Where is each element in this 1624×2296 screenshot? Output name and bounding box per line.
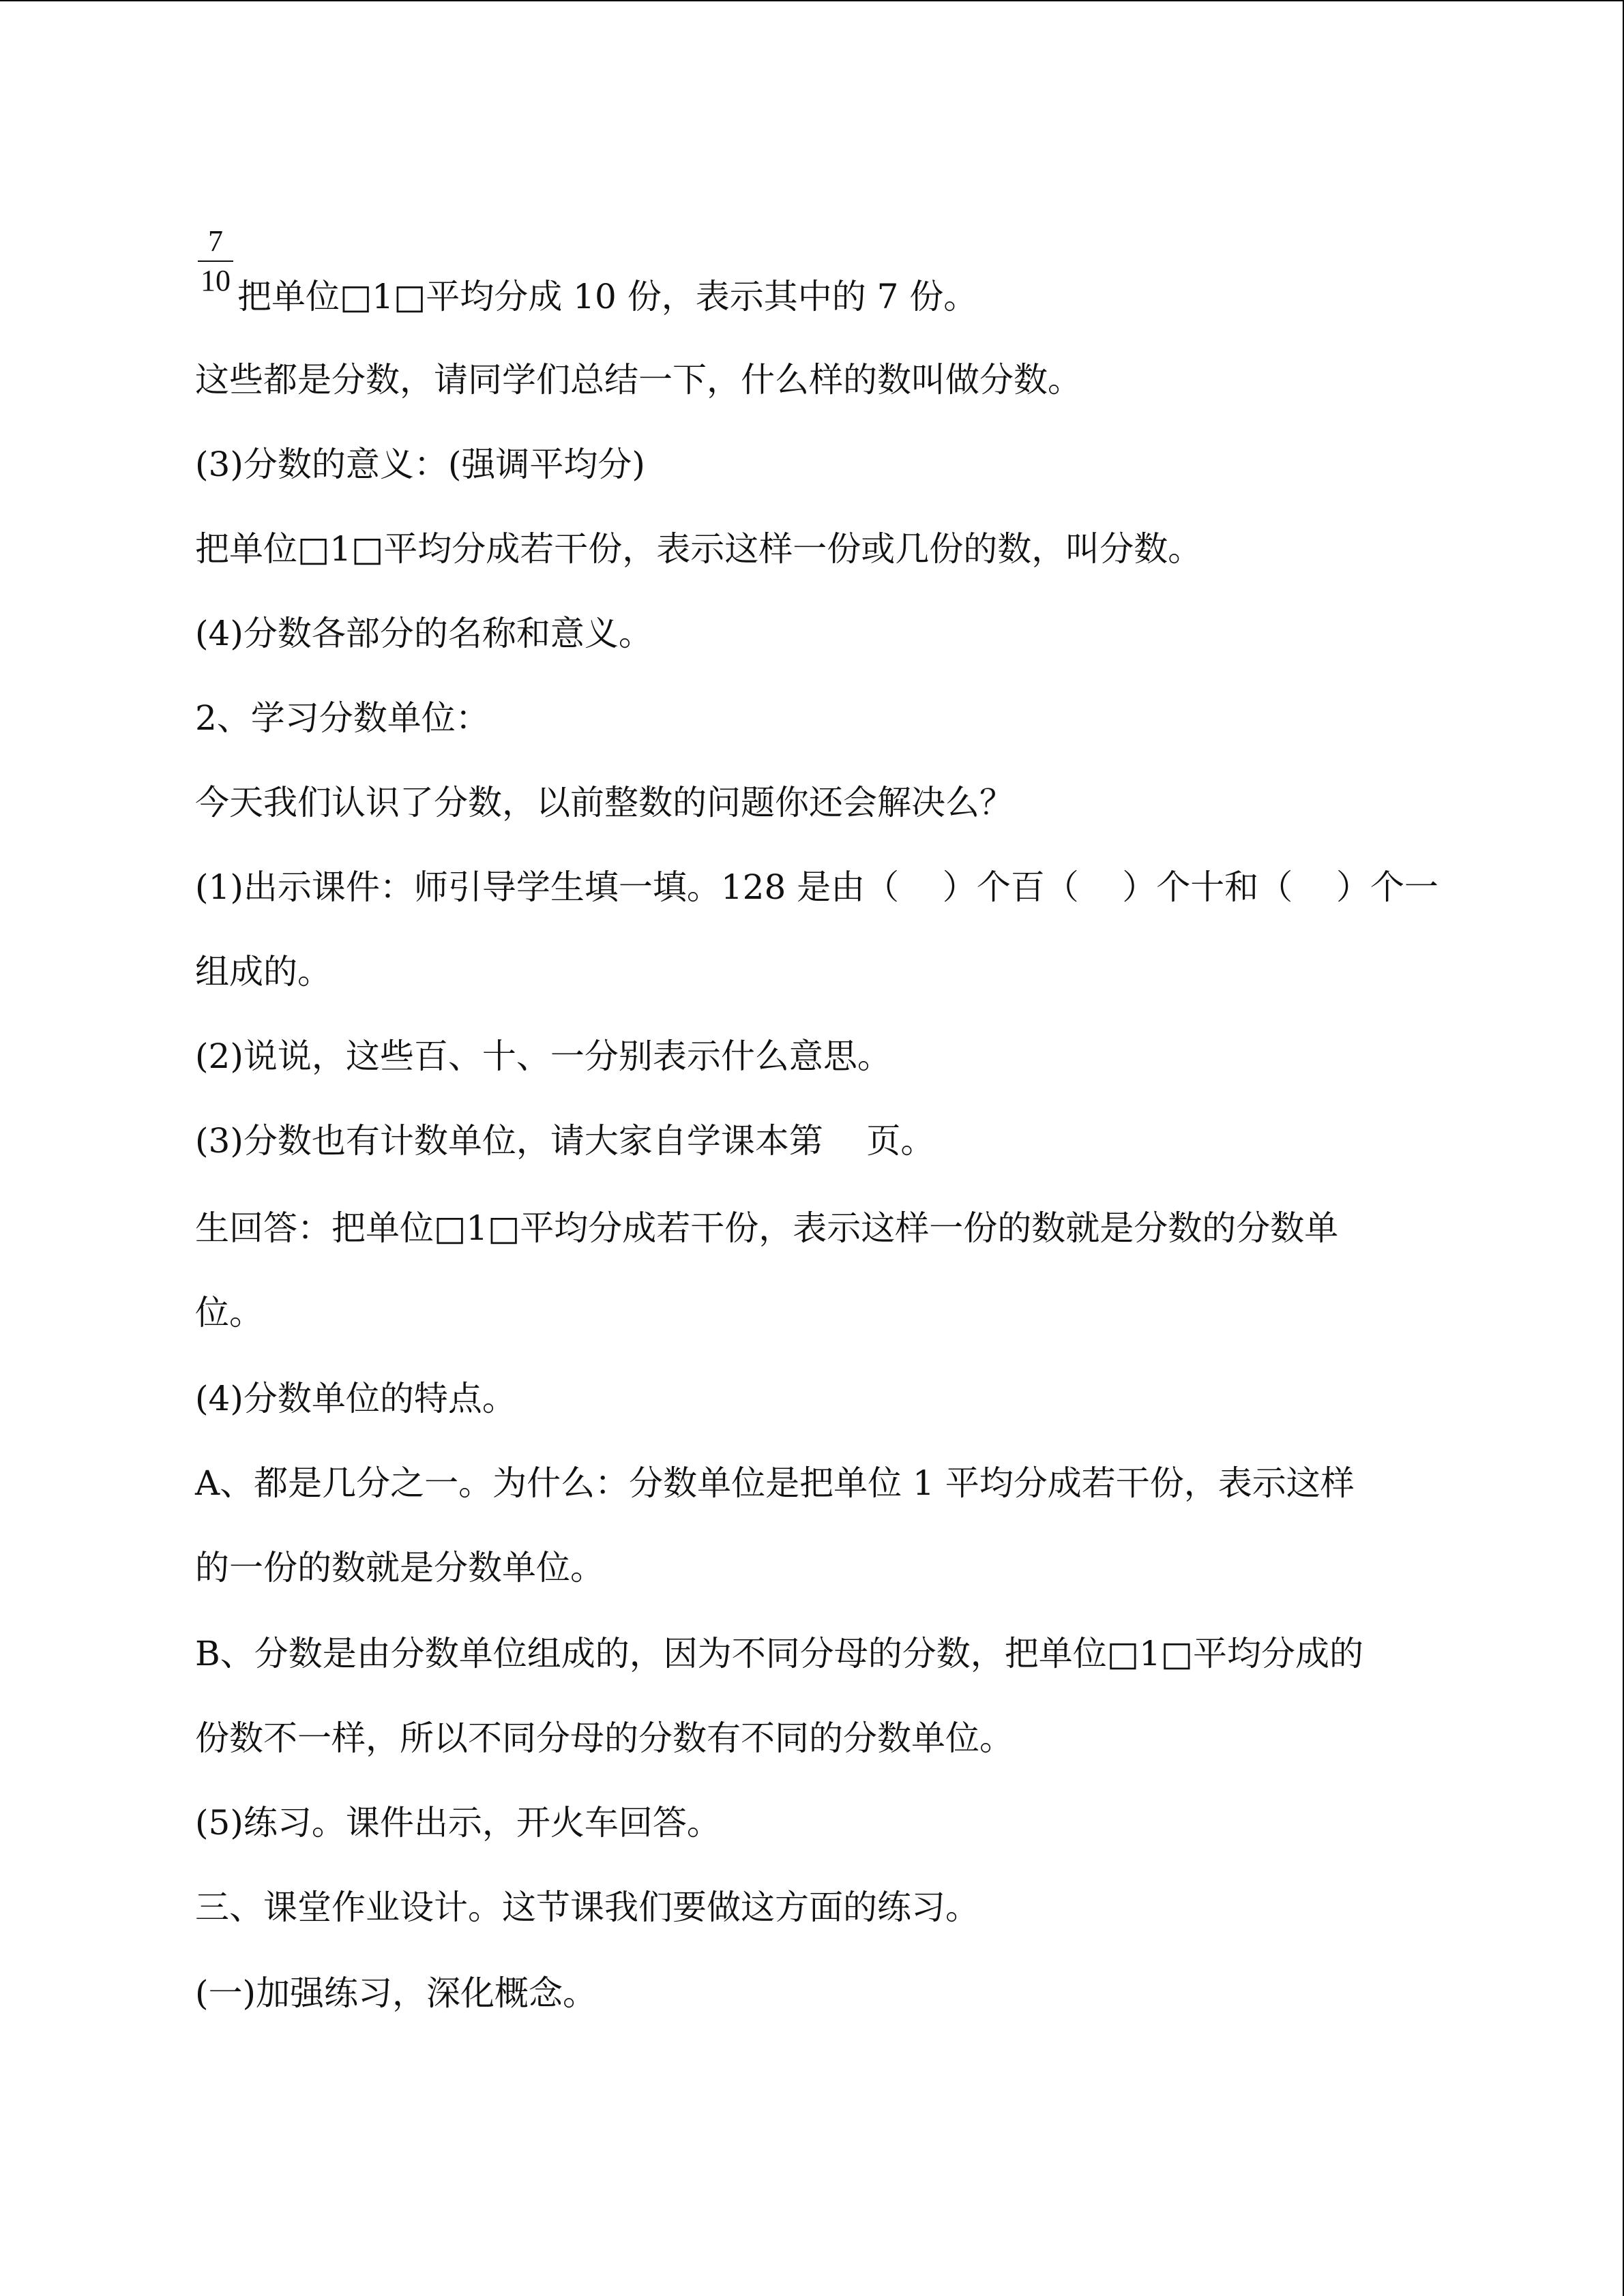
text-line-18: 份数不一样，所以不同分母的分数有不同的分数单位。 bbox=[195, 1718, 1014, 1758]
text-line-19: (5)练习。课件出示，开火车回答。 bbox=[195, 1803, 721, 1843]
fraction-bar bbox=[198, 260, 233, 262]
text-line-2: 这些都是分数，请同学们总结一下，什么样的数叫做分数。 bbox=[195, 360, 1082, 400]
text-line-10: (2)说说，这些百、十、一分别表示什么意思。 bbox=[195, 1037, 891, 1076]
fraction-seven-tenths bbox=[195, 226, 236, 296]
text-line-4: 把单位□1□平均分成若干份，表示这样一份或几份的数，叫分数。 bbox=[195, 529, 1202, 569]
text-line-15: A、都是几分之一。为什么：分数单位是把单位 1 平均分成若干份，表示这样 bbox=[195, 1463, 1355, 1503]
text-line-17: B、分数是由分数单位组成的，因为不同分母的分数，把单位□1□平均分成的 bbox=[195, 1634, 1364, 1673]
text-line-6: 2、学习分数单位： bbox=[195, 698, 490, 738]
text-line-11: (3)分数也有计数单位，请大家自学课本第 页。 bbox=[195, 1121, 935, 1161]
text-line-13: 位。 bbox=[195, 1293, 263, 1332]
text-line-9: 组成的。 bbox=[195, 952, 331, 992]
text-line-7: 今天我们认识了分数，以前整数的问题你还会解决么？ bbox=[195, 783, 1014, 822]
fraction-denominator: 10 bbox=[201, 264, 231, 297]
fraction-numerator: 7 bbox=[208, 224, 223, 258]
text-line-21: (一)加强练习，深化概念。 bbox=[195, 1973, 597, 2013]
text-line-12: 生回答：把单位□1□平均分成若干份，表示这样一份的数就是分数的分数单 bbox=[195, 1208, 1339, 1248]
text-line-3: (3)分数的意义：(强调平均分) bbox=[195, 445, 645, 484]
text-line-16: 的一份的数就是分数单位。 bbox=[195, 1548, 604, 1587]
text-line-8: (1)出示课件：师引导学生填一填。128 是由（ ）个百（ ）个十和（ ）个一 bbox=[195, 867, 1438, 907]
text-line-1: 把单位□1□平均分成 10 份，表示其中的 7 份。 bbox=[237, 277, 978, 316]
text-line-14: (4)分数单位的特点。 bbox=[195, 1379, 516, 1418]
text-line-5: (4)分数各部分的名称和意义。 bbox=[195, 614, 653, 653]
text-line-20: 三、课堂作业设计。这节课我们要做这方面的练习。 bbox=[195, 1888, 979, 1927]
